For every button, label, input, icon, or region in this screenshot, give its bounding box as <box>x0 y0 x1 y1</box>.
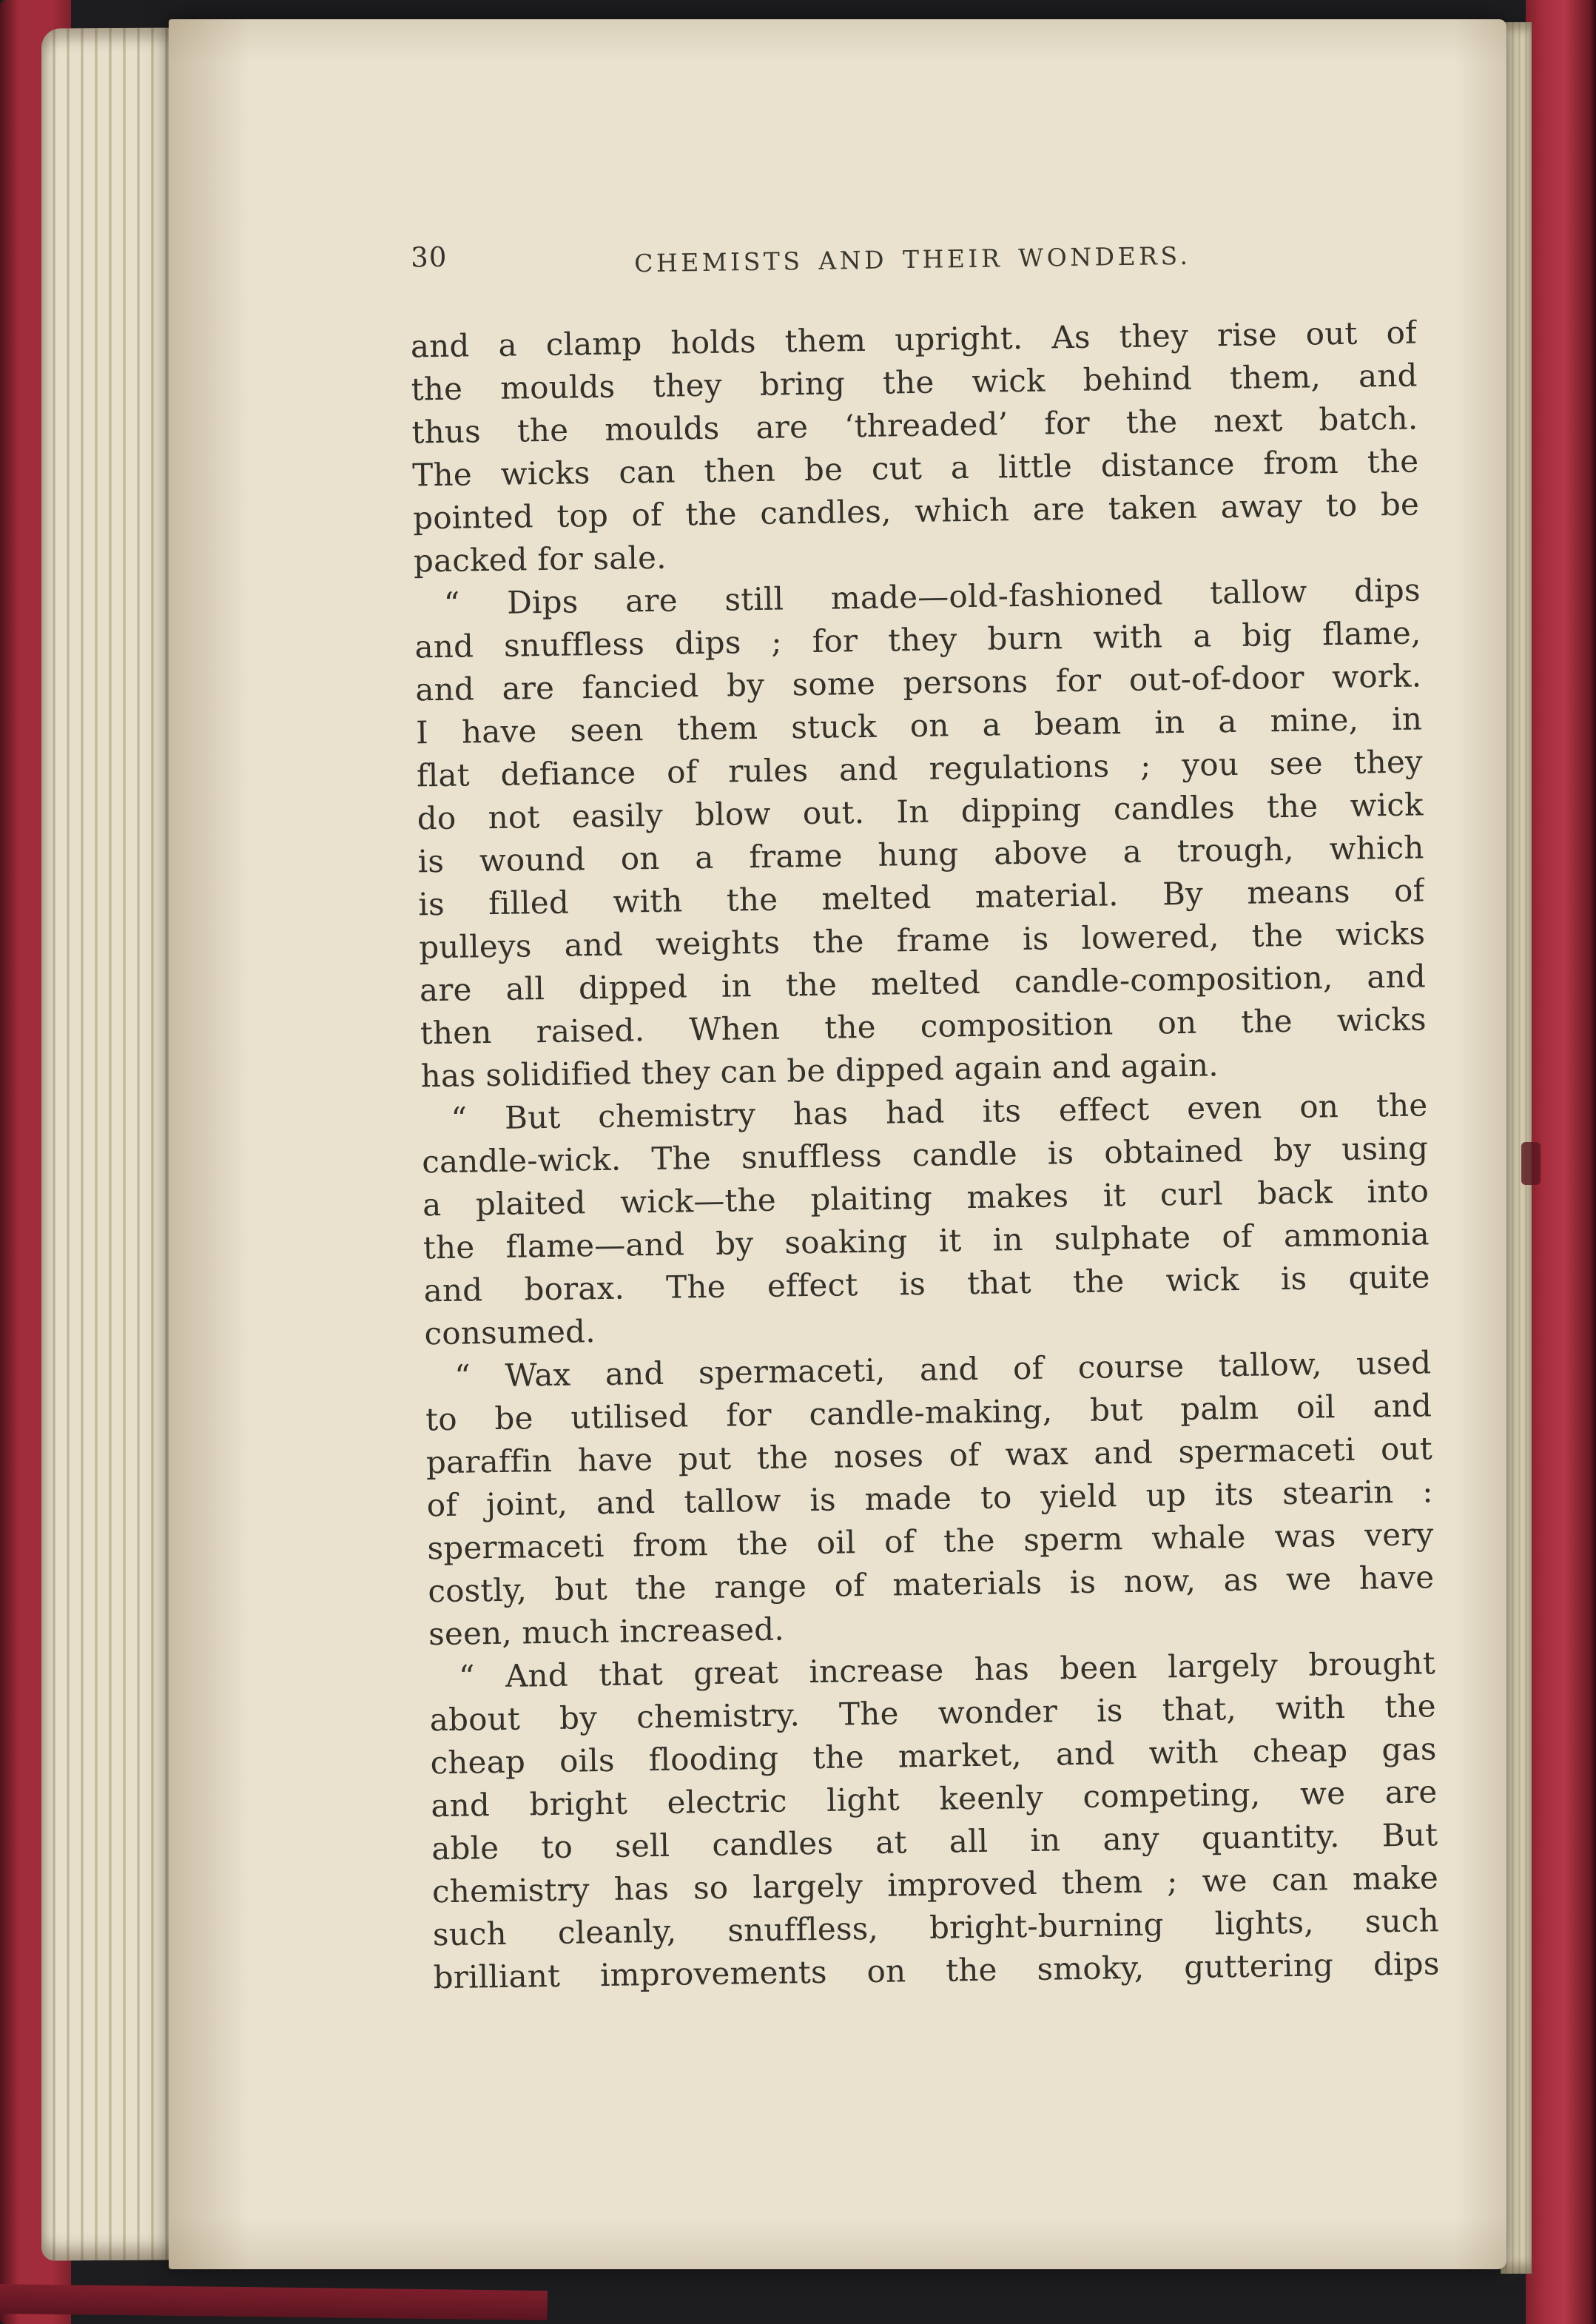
text-line: then raised. When the composition on the wicks <box>420 1001 1427 1052</box>
text-line: packed for sale. <box>413 539 667 580</box>
text-line: candle-wick. The snuffless candle is obtained by using <box>421 1129 1429 1181</box>
text-line: seen, much increased. <box>428 1611 785 1653</box>
text-line: “ Wax and spermaceti, and of course tallow, used <box>454 1344 1432 1394</box>
text-line: brilliant improvements on the smoky, guttering dips <box>433 1945 1440 1996</box>
text-line: do not easily blow out. In dipping candles the wick <box>417 786 1424 837</box>
text-line: The wicks can then be cut a little distance from the <box>412 443 1419 494</box>
text-line: “ But chemistry has had its effect even on the <box>451 1087 1428 1137</box>
text-line: is filled with the melted material. By means of <box>418 872 1425 923</box>
text-line: pointed top of the candles, which are taken away to be <box>412 486 1420 537</box>
text-line: spermaceti from the oil of the sperm whale was very <box>427 1516 1434 1567</box>
text-line: and snuffless dips ; for they burn with a big flame, <box>414 614 1421 665</box>
book-page <box>169 19 1506 2269</box>
text-line: flat defiance of rules and regulations ; you see they <box>416 743 1424 794</box>
text-line: “ And that great increase has been largely brought <box>458 1645 1436 1695</box>
text-line: and a clamp holds them upright. As they rise out of <box>410 314 1418 365</box>
text-line: “ Dips are still made—old-fashioned tallow dips <box>443 571 1421 622</box>
text-line: cheap oils flooding the market, and with cheap gas <box>430 1730 1437 1781</box>
text-line: able to sell candles at all in any quantity. But <box>431 1816 1438 1867</box>
text-line: chemistry has so largely improved them ; we can make <box>431 1859 1439 1910</box>
text-line: thus the moulds are ‘threaded’ for the next batch. <box>411 400 1418 451</box>
text-line: has solidified they can be dipped again and again. <box>420 1047 1219 1095</box>
paragraph <box>421 1084 1431 1355</box>
text-line: costly, but the range of materials is now, as we have <box>428 1559 1435 1610</box>
text-line: is wound on a frame hung above a trough, which <box>417 829 1424 880</box>
cover-notch <box>1521 1142 1541 1185</box>
text-line: and bright electric light keenly competing, we are <box>431 1773 1438 1824</box>
book-cover-bottom-edge <box>0 2284 548 2320</box>
text-line: and are fancied by some persons for out-of-door work. <box>415 657 1422 708</box>
paragraph <box>411 311 1421 582</box>
paragraph <box>425 1341 1435 1656</box>
text-line: are all dipped in the melted candle-composition, and <box>419 958 1427 1009</box>
paragraph <box>414 568 1427 1098</box>
text-line: the moulds they bring the wick behind them, and <box>411 357 1418 408</box>
text-line: the flame—and by soaking it in sulphate of ammonia <box>422 1215 1430 1266</box>
page-content <box>409 235 1440 2000</box>
page-header-row <box>409 235 1416 286</box>
text-line: consumed. <box>424 1313 596 1352</box>
text-line: and borax. The effect is that the wick is quite <box>423 1258 1430 1309</box>
page-stack-left-edges <box>41 27 176 2260</box>
text-line: to be utilised for candle-making, but palm oil and <box>425 1387 1432 1438</box>
body-text <box>411 311 1440 1999</box>
text-line: I have seen them stuck on a beam in a mine, in <box>415 700 1423 751</box>
text-line: such cleanly, snuffless, bright-burning lights, such <box>432 1902 1440 1953</box>
running-header: CHEMISTS AND THEIR WONDERS. <box>633 241 1191 278</box>
text-line: of joint, and tallow is made to yield up its stearin : <box>426 1473 1433 1524</box>
text-line: about by chemistry. The wonder is that, with the <box>429 1687 1437 1739</box>
text-line: paraffin have put the noses of wax and spermaceti out <box>425 1430 1433 1481</box>
text-line: a plaited wick—the plaiting makes it curl back into <box>422 1172 1430 1223</box>
text-line: pulleys and weights the frame is lowered, the wicks <box>418 915 1426 966</box>
page-number: 30 <box>410 241 448 274</box>
paragraph <box>429 1642 1440 1999</box>
